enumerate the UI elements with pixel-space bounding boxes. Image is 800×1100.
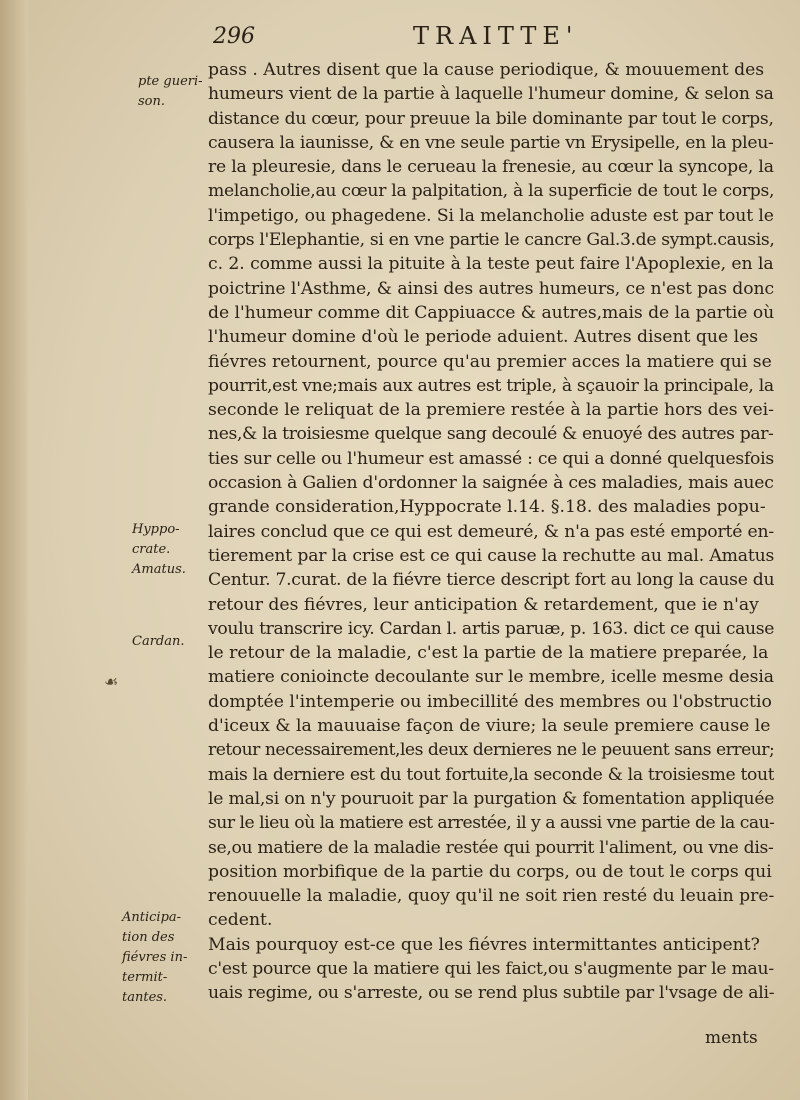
page-header — [213, 22, 773, 52]
margin-note-guerison: pte gueri- son. — [138, 74, 203, 109]
text-line: l'humeur domine d'où le periode aduient. Autres disent que les — [208, 327, 759, 348]
margin-note-cardan: Cardan. — [132, 634, 185, 649]
text-line: position morbifique de la partie du corps, ou de tout le corps qui — [208, 861, 772, 882]
text-line: melancholie,au cœur la palpitation, à la superficie de tout le corps, — [208, 181, 774, 202]
page-number: 296 — [213, 24, 255, 49]
text-line: grande consideration,Hyppocrate l.14. §.18. des maladies popu- — [208, 497, 766, 518]
text-line: de l'humeur comme dit Cappiuacce & autres,mais de la partie où — [208, 302, 774, 323]
text-line: matiere conioincte decoulante sur le membre, icelle mesme desia — [208, 667, 774, 688]
text-line: c. 2. comme aussi la pituite à la teste peut faire l'Apoplexie, en la — [208, 254, 774, 275]
text-line: causera la iaunisse, & en vne seule partie vn Erysipelle, en la pleu- — [208, 132, 774, 153]
text-line: seconde le reliquat de la premiere restée à la partie hors des vei- — [208, 400, 774, 421]
text-line: retour des fiévres, leur anticipation & retardement, que ie n'ay — [208, 594, 759, 615]
text-line: d'iceux & la mauuaise façon de viure; la seule premiere cause le — [208, 716, 771, 737]
text-line: voulu transcrire icy. Cardan l. artis paruæ, p. 163. dict ce qui cause — [208, 618, 774, 639]
text-line: nes,& la troisiesme quelque sang decoulé & enuoyé des autres par- — [208, 424, 774, 445]
page-gutter — [0, 0, 28, 1100]
text-line: ties sur celle ou l'humeur est amassé : ce qui a donné quelquesfois — [208, 448, 774, 469]
catchword: ments — [705, 1028, 758, 1048]
text-line: corps l'Elephantie, si en vne partie le cancre Gal.3.de sympt.causis, — [208, 230, 774, 251]
text-line: uais regime, ou s'arreste, ou se rend plus subtile par l'vsage de ali- — [208, 983, 774, 1004]
text-line: mais la derniere est du tout fortuite,la seconde & la troisiesme tout — [208, 764, 774, 785]
text-line: retour necessairement,les deux dernieres ne le peuuent sans erreur; — [208, 740, 774, 761]
text-line: renouuelle la maladie, quoy qu'il ne soit rien resté du leuain pre- — [208, 886, 774, 907]
text-line: cedent. — [208, 910, 273, 931]
text-line: sur le lieu où la matiere est arrestée, il y a aussi vne partie de la cau- — [208, 813, 774, 834]
text-line: poictrine l'Asthme, & ainsi des autres humeurs, ce n'est pas donc — [208, 278, 774, 299]
text-line: domptée l'intemperie ou imbecillité des membres ou l'obstructio — [208, 691, 772, 712]
text-line: pourrit,est vne;mais aux autres est triple, à sçauoir la principale, la — [208, 375, 774, 396]
text-line: occasion à Galien d'ordonner la saignée à ces maladies, mais auec — [208, 473, 774, 494]
text-line: le retour de la maladie, c'est la partie de la matiere preparée, la — [208, 643, 769, 664]
margin-note-hyppocrate: Hyppo- crate. — [132, 522, 180, 557]
text-line: fiévres retournent, pource qu'au premier acces la matiere qui se — [208, 351, 772, 372]
text-line: distance du cœur, pour preuue la bile dominante par tout le corps, — [208, 108, 774, 129]
running-title: TRAITTE' — [413, 22, 579, 50]
text-line: tierement par la crise est ce qui cause la rechutte au mal. Amatus — [208, 545, 774, 566]
main-text-block — [208, 58, 774, 1006]
text-line: re la pleuresie, dans le cerueau la frenesie, au cœur la syncope, la — [208, 157, 774, 178]
text-line: l'impetigo, ou phagedene. Si la melancholie aduste est par tout le — [208, 205, 774, 226]
text-line: pass . Autres disent que la cause periodique, & mouuement des — [208, 60, 765, 80]
text-line: c'est pource que la matiere qui les faict,ou s'augmente par le mau- — [208, 958, 774, 979]
margin-note-amatus: Amatus. — [132, 562, 186, 577]
marginal-mark-icon: ☙ — [104, 672, 119, 691]
text-line: le mal,si on n'y pouruoit par la purgation & fomentation appliquée — [208, 788, 774, 809]
margin-note-anticipation: Anticipa- tion des fiévres in- termit- tantes. — [122, 910, 188, 1005]
text-line: humeurs vient de la partie à laquelle l'humeur domine, & selon sa — [208, 84, 774, 105]
text-line: se,ou matiere de la maladie restée qui pourrit l'aliment, ou vne dis- — [208, 837, 774, 858]
text-line: laires conclud que ce qui est demeuré, & n'a pas esté emporté en- — [208, 521, 774, 542]
text-line: Centur. 7.curat. de la fiévre tierce descript fort au long la cause du — [208, 570, 774, 591]
text-line: Mais pourquoy est-ce que les fiévres intermittantes anticipent? — [208, 934, 760, 955]
